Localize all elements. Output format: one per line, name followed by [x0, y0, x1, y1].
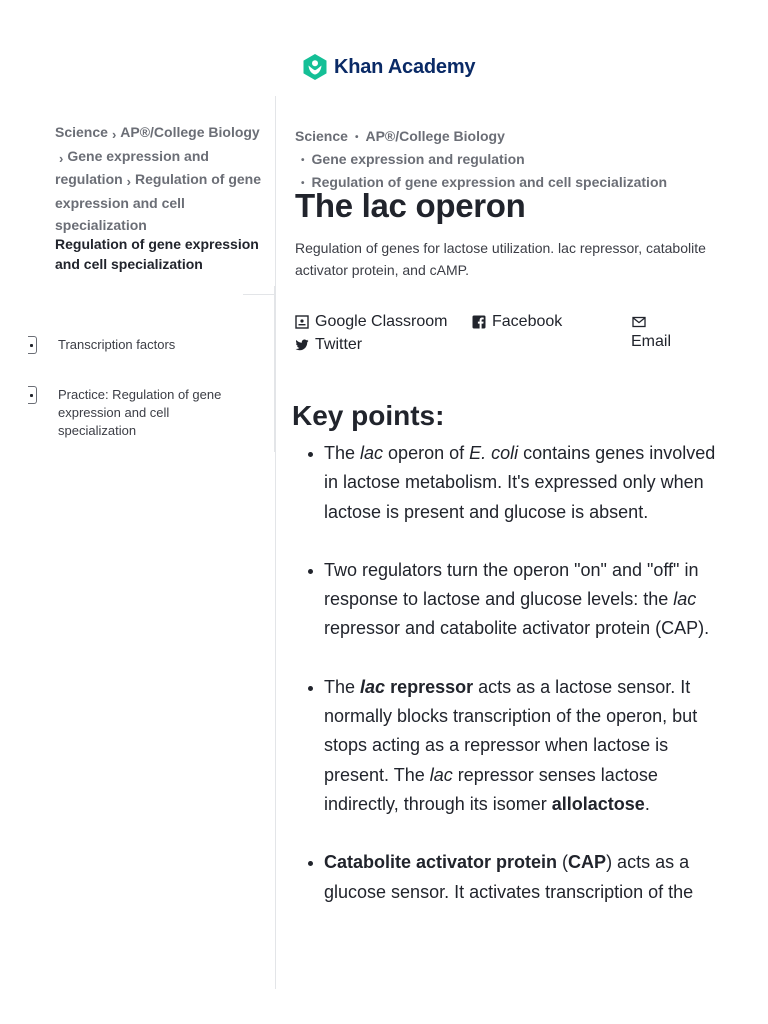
facebook-label: Facebook	[492, 313, 563, 330]
facebook-button[interactable]	[472, 313, 562, 331]
text: acts as a lactose sensor. It normally blocks transcription of the operon, but stops acting as a repressor when lactose is present. The	[324, 676, 698, 785]
google-classroom-label: Google Classroom	[315, 313, 448, 330]
sidebar-crumb-science[interactable]: Science	[55, 124, 108, 140]
article-icon	[28, 336, 37, 354]
italic-term: lac	[673, 589, 697, 610]
text: The	[324, 676, 361, 697]
brand-name: Khan Academy	[334, 55, 476, 78]
text: operon of	[383, 443, 470, 463]
sidebar-breadcrumb	[55, 121, 267, 237]
sidebar-crumb-regulation[interactable]: Regulation of gene expression and cell specialization	[55, 171, 262, 233]
khan-academy-logo-icon	[302, 53, 328, 81]
key-points-list	[306, 439, 716, 936]
text: repressor senses lactose indirectly, through its isomer	[324, 764, 658, 814]
sidebar-item-label: Transcription factors	[58, 337, 176, 352]
sidebar-item-transcription-factors[interactable]	[28, 336, 223, 354]
text: (	[557, 852, 569, 873]
sidebar-lesson-list[interactable]	[28, 286, 275, 452]
text: The	[324, 443, 361, 463]
separator-dot: •	[301, 178, 305, 189]
sidebar-crumb-gene-expression[interactable]: Gene expression and regulation	[55, 147, 209, 187]
bold-term: repressor	[385, 676, 474, 697]
sidebar-item-practice[interactable]	[28, 386, 223, 440]
separator-dot: •	[354, 132, 359, 143]
bold-term: allolactose	[551, 793, 645, 814]
divider	[275, 96, 276, 989]
divider	[243, 294, 275, 295]
chevron-right-icon: ›	[126, 174, 132, 189]
breadcrumb	[295, 126, 735, 195]
text: .	[644, 793, 650, 814]
sidebar-crumb-ap-biology[interactable]: AP®/College Biology	[120, 124, 260, 140]
chevron-right-icon: ›	[59, 150, 64, 166]
bold-term: CAP	[568, 852, 607, 873]
bold-term: Catabolite activator protein	[324, 852, 558, 873]
text: ) acts as a glucose sensor. It activates transcription of the	[324, 852, 694, 902]
italic-term: lac	[429, 764, 453, 785]
italic-term: E. coli	[469, 443, 519, 463]
breadcrumb-science[interactable]: Science	[295, 128, 348, 144]
share-bar	[295, 313, 695, 361]
twitter-icon	[295, 338, 309, 352]
google-classroom-button[interactable]	[295, 313, 448, 331]
text: contains genes involved in lactose metabolism. It's expressed only when lactose is present and glucose is absent.	[324, 443, 716, 522]
bold-italic-term: lac	[360, 676, 386, 697]
breadcrumb-regulation[interactable]: Regulation of gene expression and cell specialization	[311, 174, 668, 190]
breadcrumb-gene-expression[interactable]: Gene expression and regulation	[311, 151, 525, 167]
separator-dot: •	[301, 155, 305, 166]
email-icon	[631, 315, 647, 329]
sidebar-current-title: Regulation of gene expression and cell specialization	[55, 236, 259, 272]
text: repressor and catabolite activator protein (CAP).	[324, 618, 710, 639]
key-point-cap	[306, 848, 716, 907]
email-button[interactable]	[631, 313, 671, 351]
twitter-label: Twitter	[315, 336, 363, 353]
google-classroom-icon	[295, 315, 309, 329]
breadcrumb-ap-biology[interactable]: AP®/College Biology	[365, 128, 505, 144]
text: Two regulators turn the operon "on" and "off" in response to lactose and glucose levels: the	[324, 559, 699, 610]
twitter-button[interactable]	[295, 336, 362, 354]
chevron-right-icon: ›	[111, 127, 117, 142]
sidebar-item-label: Practice: Regulation of gene expression and cell specialization	[58, 387, 222, 438]
facebook-icon	[472, 315, 486, 329]
italic-term: lac	[360, 443, 384, 463]
email-label: Email	[631, 333, 672, 350]
exercise-icon	[28, 386, 37, 404]
key-points-heading: Key points:	[292, 400, 445, 431]
page-description: Regulation of genes for lactose utilization. lac repressor, catabolite activator protein, and cAMP.	[295, 240, 706, 278]
key-point-lac-repressor	[306, 673, 716, 819]
key-point-lac-operon	[306, 439, 716, 527]
khan-academy-logo[interactable]	[302, 52, 475, 82]
key-point-regulators	[306, 556, 716, 644]
page-title: The lac operon	[295, 187, 526, 224]
